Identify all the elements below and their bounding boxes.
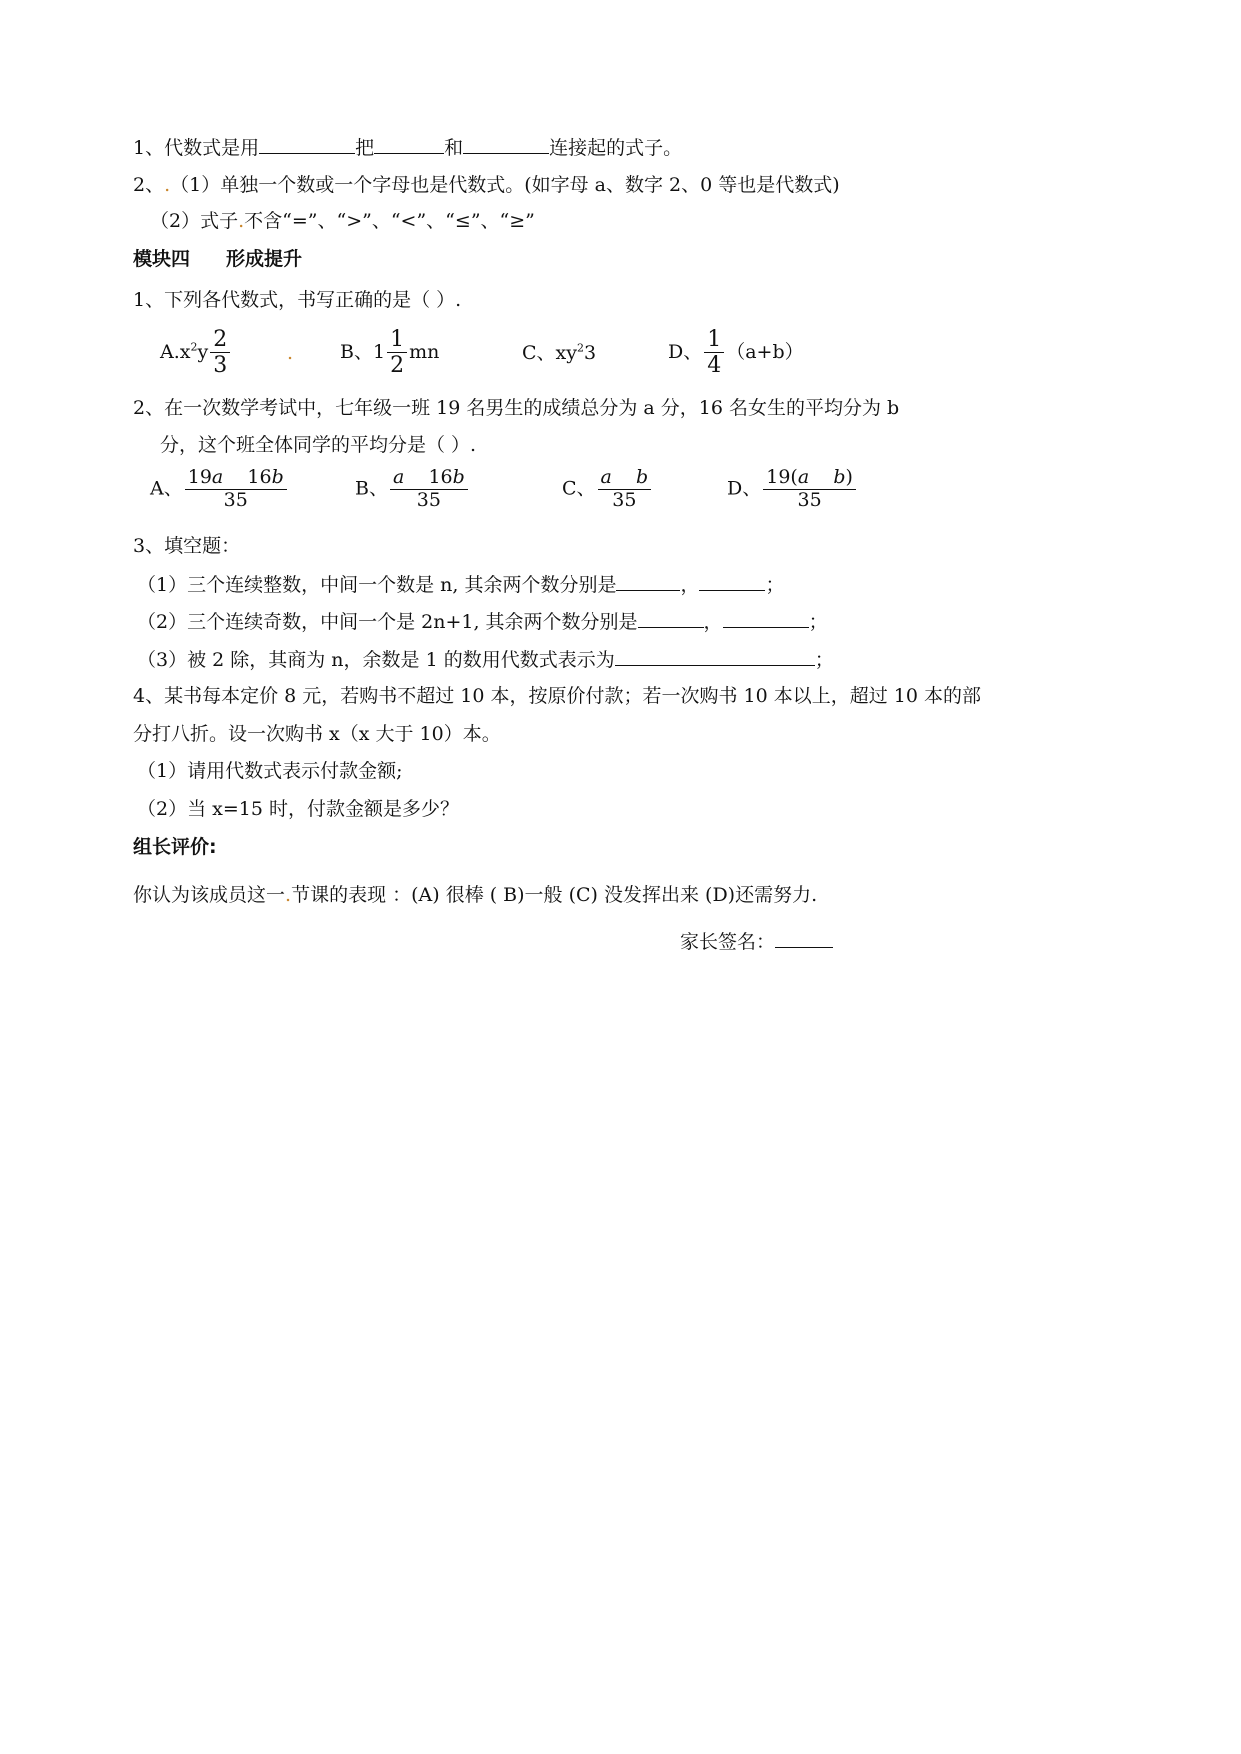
q2b-line	[150, 208, 535, 234]
p2-a-label: A、	[150, 477, 183, 500]
q2-prefix: 2、	[133, 174, 165, 196]
p1-a-y: y	[197, 340, 209, 363]
p2-b-label: B、	[355, 477, 388, 500]
p3-s1-blank-2[interactable]	[699, 570, 765, 591]
p1-option-c: C、$xy^23$	[522, 341, 597, 364]
p1-option-d	[668, 327, 804, 379]
p2-c-label: C、	[562, 477, 596, 500]
p1-a-fraction	[210, 327, 230, 379]
p2-line1: 2、在一次数学考试中，七年级一班 19 名男生的成绩总分为 a 分，16 名女生的平均分为 b	[133, 397, 900, 419]
q1-line	[133, 133, 682, 161]
q1-prefix: 1、代数式是用	[133, 137, 260, 159]
p2-b-num: a 16b	[390, 467, 468, 490]
p4-s2: （2）当 x=15 时，付款金额是多少？	[137, 798, 459, 820]
p1-b-tail: mn	[409, 340, 440, 363]
p2-a-num: 19a 16b	[185, 467, 287, 490]
p2-d-num: 19(a b)	[763, 467, 856, 490]
eval-title: 组长评价:	[133, 836, 217, 858]
eval-dot: .	[285, 884, 292, 906]
q2-text: （1）单独一个数或一个字母也是代数式。(如字母 a、数字 2、0 等也是代数式)	[170, 174, 840, 196]
p1-b-den: 2	[390, 353, 405, 379]
p1-d-fraction	[704, 327, 724, 379]
p2-d-label: D、	[727, 477, 762, 500]
p1-d-tail: （a+b）	[726, 340, 804, 363]
p3-s2-comma: ，	[703, 611, 723, 633]
eval-text	[133, 882, 817, 908]
p1-stray-dot: .	[287, 342, 294, 364]
p1-d-num: 1	[704, 327, 724, 353]
p1-c-tail: 3	[584, 342, 597, 364]
p3-s3-semi: ；	[814, 649, 834, 671]
p2-d-fraction	[763, 467, 856, 512]
p1-d-label: D、	[668, 340, 703, 363]
p2-c-den: 35	[612, 488, 637, 511]
p1-b-fraction	[387, 327, 407, 379]
q1-mid2: 和	[444, 137, 464, 159]
p2-option-c	[562, 467, 653, 512]
p3-s2	[137, 607, 828, 635]
p1-b-num: 1	[387, 327, 407, 353]
p2-a-fraction	[185, 467, 287, 512]
p3-s1-blank-1[interactable]	[616, 570, 680, 591]
p3-s2-blank-1[interactable]	[638, 607, 704, 628]
p4-s1: （1）请用代数式表示付款金额;	[137, 760, 403, 782]
p1-question: 1、下列各代数式，书写正确的是（ ）.	[133, 289, 462, 311]
p2-line2: 分，这个班全体同学的平均分是（ ）.	[160, 434, 477, 456]
signature-label: 家长签名：	[680, 931, 776, 953]
q1-mid1: 把	[355, 137, 375, 159]
parent-signature	[680, 927, 833, 955]
p2-c-fraction	[598, 467, 652, 512]
p3-s3	[137, 645, 834, 673]
q1-blank-3[interactable]	[463, 133, 549, 154]
p3-s1-text: （1）三个连续整数，中间一个数是 n, 其余两个数分别是	[137, 574, 617, 596]
p1-option-a: $A.x^2y$ $\frac{2}{3}$	[160, 327, 232, 379]
p4-line1: 4、某书每本定价 8 元，若购书不超过 10 本，按原价付款；若一次购书 10 本以上，超过 10 本的部	[133, 685, 982, 707]
q2-dot: .	[164, 174, 171, 196]
eval-text-b: 节课的表现 ：(A) 很棒 ( B)一般 (C) 没发挥出来 (D)还需努力.	[291, 884, 818, 906]
p2-b-fraction	[390, 467, 468, 512]
p1-a-label: A.x	[160, 340, 191, 363]
q2b-prefix: （2）式子	[150, 210, 239, 232]
p2-option-a	[150, 467, 289, 512]
p2-a-den: 35	[223, 488, 248, 511]
p1-a-num: 2	[210, 327, 230, 353]
p3-s2-blank-2[interactable]	[723, 607, 809, 628]
section-header	[133, 246, 302, 272]
q2-line	[133, 172, 840, 198]
p1-b-label: B、1	[340, 340, 386, 363]
p3-s3-text: （3）被 2 除，其商为 n，余数是 1 的数用代数式表示为	[137, 649, 615, 671]
p1-option-b	[340, 327, 439, 379]
p2-d-den: 35	[797, 488, 822, 511]
p1-d-den: 4	[707, 353, 722, 379]
p3-s3-blank[interactable]	[615, 645, 815, 666]
p3-s1	[137, 570, 784, 598]
signature-blank[interactable]	[775, 927, 833, 948]
p3-s2-text: （2）三个连续奇数，中间一个是 2n+1, 其余两个数分别是	[137, 611, 638, 633]
eval-text-a: 你认为该成员这一	[133, 884, 286, 906]
q1-blank-1[interactable]	[259, 133, 355, 154]
p1-a-den: 3	[213, 353, 228, 379]
p2-c-num: a b	[598, 467, 652, 490]
p2-option-b	[355, 467, 470, 512]
p4-line2: 分打八折。设一次购书 x（x 大于 10）本。	[133, 723, 501, 745]
p2-b-den: 35	[416, 488, 441, 511]
p3-title: 3、填空题：	[133, 535, 241, 557]
q1-blank-2[interactable]	[374, 133, 444, 154]
p2-option-d	[727, 467, 858, 512]
section-title: 模块四	[133, 248, 191, 270]
q2b-dot: .	[238, 210, 245, 232]
p3-s2-semi: ；	[808, 611, 828, 633]
q2b-text: 不含“=”、“>”、“<”、“≤”、“≥”	[244, 210, 535, 232]
section-subtitle: 形成提升	[226, 248, 303, 270]
p3-s1-semi: ；	[765, 574, 785, 596]
p1-c-label: C、xy	[522, 342, 577, 364]
p3-s1-comma: ，	[680, 574, 700, 596]
q1-suffix: 连接起的式子。	[549, 137, 683, 159]
